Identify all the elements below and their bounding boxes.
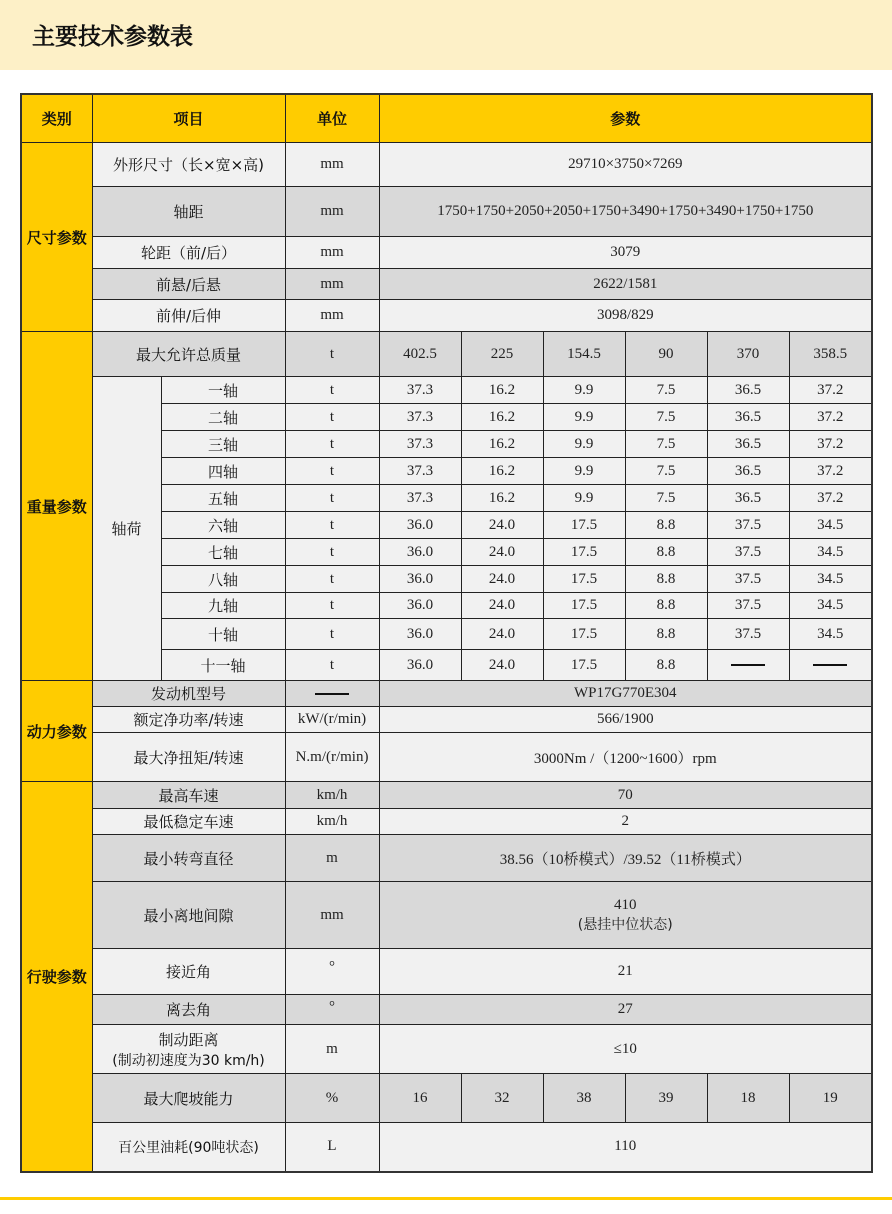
dash-icon	[813, 664, 847, 666]
item-label: 最高车速	[92, 782, 285, 809]
value-cell: 36.0	[379, 539, 461, 566]
value-cell: 21	[379, 949, 872, 995]
table-row	[21, 300, 872, 332]
table-row	[21, 143, 872, 187]
category-size: 尺寸参数	[21, 143, 92, 332]
item-label: 轮距（前/后）	[92, 237, 285, 269]
value-cell: 16.2	[461, 485, 543, 512]
item-label: 最大爬坡能力	[92, 1074, 285, 1123]
value-cell: 36.5	[707, 485, 789, 512]
value-cell: 2622/1581	[379, 269, 872, 300]
value-cell: 110	[379, 1123, 872, 1172]
table-row	[21, 1123, 872, 1172]
axle-name: 十轴	[161, 619, 285, 650]
footer-divider	[0, 1197, 892, 1200]
unit-cell	[285, 681, 379, 707]
item-label: 百公里油耗(90吨状态)	[92, 1123, 285, 1172]
value-cell: 37.5	[707, 566, 789, 593]
value-cell: 1750+1750+2050+2050+1750+3490+1750+3490+1750+1750	[379, 187, 872, 237]
page-title: 主要技术参数表	[32, 24, 193, 50]
item-label: 最大允许总质量	[92, 332, 285, 377]
item-label: 最小转弯直径	[92, 835, 285, 882]
brake-distance-label: 制动距离	[158, 1030, 219, 1049]
axle-name: 二轴	[161, 404, 285, 431]
axle-name: 一轴	[161, 377, 285, 404]
value-cell: 358.5	[789, 332, 872, 377]
value-cell: 16	[379, 1074, 461, 1123]
header-item: 项目	[92, 94, 285, 143]
unit-cell: t	[285, 404, 379, 431]
value-cell: ≤10	[379, 1025, 872, 1074]
unit-cell: %	[285, 1074, 379, 1123]
value-cell: 34.5	[789, 566, 872, 593]
value-cell: 7.5	[625, 458, 707, 485]
item-label: 发动机型号	[92, 681, 285, 707]
value-cell: 16.2	[461, 458, 543, 485]
unit-cell: °	[285, 995, 379, 1025]
unit-cell: km/h	[285, 782, 379, 809]
unit-cell: t	[285, 539, 379, 566]
item-label	[92, 1025, 285, 1074]
value-cell: 36.5	[707, 377, 789, 404]
value-cell: 9.9	[543, 431, 625, 458]
item-label: 前伸/后伸	[92, 300, 285, 332]
item-label: 接近角	[92, 949, 285, 995]
value-cell: 24.0	[461, 539, 543, 566]
value-cell: 38.56（10桥模式）/39.52（11桥模式）	[379, 835, 872, 882]
unit-cell: t	[285, 512, 379, 539]
unit-cell: t	[285, 593, 379, 619]
axle-name: 九轴	[161, 593, 285, 619]
value-cell: 17.5	[543, 593, 625, 619]
axle-name: 十一轴	[161, 650, 285, 681]
value-cell: 24.0	[461, 619, 543, 650]
value-cell: WP17G770E304	[379, 681, 872, 707]
value-cell	[379, 882, 872, 949]
unit-cell: mm	[285, 237, 379, 269]
unit-cell: t	[285, 566, 379, 593]
item-label: 离去角	[92, 995, 285, 1025]
value-cell: 402.5	[379, 332, 461, 377]
value-cell: 566/1900	[379, 707, 872, 733]
value-cell: 36.5	[707, 431, 789, 458]
table-row	[21, 377, 872, 404]
value-cell: 24.0	[461, 650, 543, 681]
table-row	[21, 733, 872, 782]
na-dash-cell	[707, 650, 789, 681]
value-cell: 39	[625, 1074, 707, 1123]
table-row	[21, 269, 872, 300]
value-cell: 36.0	[379, 650, 461, 681]
value-cell: 38	[543, 1074, 625, 1123]
value-cell: 34.5	[789, 539, 872, 566]
table-row	[21, 835, 872, 882]
dash-icon	[315, 693, 349, 695]
value-cell: 36.5	[707, 404, 789, 431]
spec-table	[20, 93, 873, 1173]
ground-clearance-note: (悬挂中位状态)	[577, 916, 673, 933]
title-banner	[0, 0, 892, 70]
value-cell: 8.8	[625, 512, 707, 539]
item-label: 轴距	[92, 187, 285, 237]
value-cell: 34.5	[789, 512, 872, 539]
header-unit: 单位	[285, 94, 379, 143]
brake-distance-note: (制动初速度为30 km/h)	[112, 1052, 265, 1069]
value-cell: 37.2	[789, 431, 872, 458]
header-params: 参数	[379, 94, 872, 143]
value-cell: 37.5	[707, 512, 789, 539]
value-cell: 37.5	[707, 539, 789, 566]
unit-cell: kW/(r/min)	[285, 707, 379, 733]
value-cell: 34.5	[789, 619, 872, 650]
value-cell: 17.5	[543, 650, 625, 681]
value-cell: 34.5	[789, 593, 872, 619]
item-label: 最大净扭矩/转速	[92, 733, 285, 782]
unit-cell: mm	[285, 882, 379, 949]
value-cell: 27	[379, 995, 872, 1025]
table-row	[21, 1074, 872, 1123]
table-row	[21, 882, 872, 949]
table-row	[21, 949, 872, 995]
unit-cell: t	[285, 332, 379, 377]
value-cell: 17.5	[543, 619, 625, 650]
value-cell: 16.2	[461, 377, 543, 404]
axle-name: 八轴	[161, 566, 285, 593]
unit-cell: N.m/(r/min)	[285, 733, 379, 782]
item-label: 额定净功率/转速	[92, 707, 285, 733]
item-label: 外形尺寸（长×宽×高)	[92, 143, 285, 187]
value-cell: 7.5	[625, 377, 707, 404]
value-cell: 37.2	[789, 458, 872, 485]
item-label: 最小离地间隙	[92, 882, 285, 949]
value-cell: 37.2	[789, 485, 872, 512]
value-cell: 37.3	[379, 458, 461, 485]
value-cell: 17.5	[543, 539, 625, 566]
unit-cell: mm	[285, 143, 379, 187]
unit-cell: t	[285, 619, 379, 650]
value-cell: 16.2	[461, 431, 543, 458]
value-cell: 7.5	[625, 431, 707, 458]
value-cell: 37.3	[379, 431, 461, 458]
value-cell: 24.0	[461, 512, 543, 539]
unit-cell: °	[285, 949, 379, 995]
value-cell: 9.9	[543, 485, 625, 512]
unit-cell: mm	[285, 187, 379, 237]
axle-name: 三轴	[161, 431, 285, 458]
value-cell: 36.0	[379, 512, 461, 539]
table-header	[21, 94, 872, 143]
value-cell: 16.2	[461, 404, 543, 431]
header-category: 类别	[21, 94, 92, 143]
unit-cell: m	[285, 1025, 379, 1074]
unit-cell: m	[285, 835, 379, 882]
value-cell: 154.5	[543, 332, 625, 377]
unit-cell: t	[285, 431, 379, 458]
value-cell: 7.5	[625, 404, 707, 431]
value-cell: 3098/829	[379, 300, 872, 332]
na-dash-cell	[789, 650, 872, 681]
value-cell: 9.9	[543, 377, 625, 404]
axle-name: 五轴	[161, 485, 285, 512]
table-row	[21, 332, 872, 377]
category-driving: 行驶参数	[21, 782, 92, 1172]
unit-cell: t	[285, 377, 379, 404]
value-cell: 3079	[379, 237, 872, 269]
value-cell: 37.5	[707, 619, 789, 650]
axle-name: 六轴	[161, 512, 285, 539]
unit-cell: mm	[285, 269, 379, 300]
value-cell: 24.0	[461, 593, 543, 619]
value-cell: 17.5	[543, 566, 625, 593]
item-label: 前悬/后悬	[92, 269, 285, 300]
value-cell: 8.8	[625, 593, 707, 619]
value-cell: 37.3	[379, 377, 461, 404]
value-cell: 36.0	[379, 593, 461, 619]
value-cell: 8.8	[625, 566, 707, 593]
value-cell: 37.2	[789, 377, 872, 404]
unit-cell: t	[285, 485, 379, 512]
value-cell: 18	[707, 1074, 789, 1123]
category-weight: 重量参数	[21, 332, 92, 681]
value-cell: 8.8	[625, 650, 707, 681]
value-cell: 2	[379, 809, 872, 835]
dash-icon	[731, 664, 765, 666]
item-label: 最低稳定车速	[92, 809, 285, 835]
value-cell: 3000Nm /（1200~1600）rpm	[379, 733, 872, 782]
value-cell: 37.3	[379, 404, 461, 431]
table-row	[21, 995, 872, 1025]
table-row	[21, 707, 872, 733]
value-cell: 70	[379, 782, 872, 809]
value-cell: 8.8	[625, 619, 707, 650]
axle-name: 四轴	[161, 458, 285, 485]
table-row	[21, 187, 872, 237]
unit-cell: km/h	[285, 809, 379, 835]
value-cell: 24.0	[461, 566, 543, 593]
category-power: 动力参数	[21, 681, 92, 782]
value-cell: 32	[461, 1074, 543, 1123]
value-cell: 90	[625, 332, 707, 377]
table-row	[21, 782, 872, 809]
axle-name: 七轴	[161, 539, 285, 566]
table-row	[21, 809, 872, 835]
value-cell: 9.9	[543, 404, 625, 431]
value-cell: 37.3	[379, 485, 461, 512]
value-cell: 8.8	[625, 539, 707, 566]
value-cell: 36.0	[379, 619, 461, 650]
value-cell: 370	[707, 332, 789, 377]
value-cell: 9.9	[543, 458, 625, 485]
value-cell: 37.5	[707, 593, 789, 619]
axle-load-group: 轴荷	[92, 377, 161, 681]
value-cell: 225	[461, 332, 543, 377]
table-row	[21, 681, 872, 707]
ground-clearance-value: 410	[614, 896, 637, 913]
table-row	[21, 1025, 872, 1074]
value-cell: 7.5	[625, 485, 707, 512]
value-cell: 29710×3750×7269	[379, 143, 872, 187]
unit-cell: t	[285, 458, 379, 485]
value-cell: 36.0	[379, 566, 461, 593]
value-cell: 37.2	[789, 404, 872, 431]
value-cell: 36.5	[707, 458, 789, 485]
unit-cell: t	[285, 650, 379, 681]
unit-cell: L	[285, 1123, 379, 1172]
table-row	[21, 237, 872, 269]
unit-cell: mm	[285, 300, 379, 332]
value-cell: 17.5	[543, 512, 625, 539]
value-cell: 19	[789, 1074, 872, 1123]
